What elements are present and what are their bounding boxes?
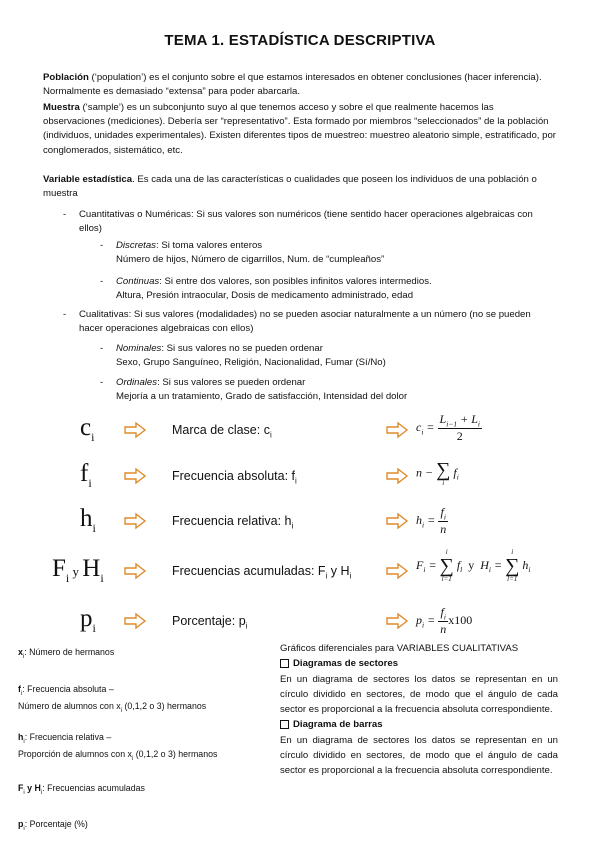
barras-title: Diagrama de barras (293, 719, 383, 731)
checkbox-icon (280, 659, 289, 668)
list-item-discretas (100, 239, 555, 267)
formula-h: $h_i$ = $\frac{f_i}{n}$ (416, 505, 447, 537)
formula-row-h (0, 503, 600, 543)
graficos-section (280, 641, 558, 779)
legend-p: $p_i$: Porcentaje (%) (18, 819, 88, 832)
label-frecuencia-relativa: Frecuencia relativa: $h_i$ (172, 514, 294, 531)
muestra-term: Muestra (43, 102, 80, 113)
list-item-cuantitativas (63, 208, 557, 236)
arrow-right-icon (386, 467, 408, 485)
symbol-h: $h_i$ (80, 505, 96, 535)
dash-bullet: - (100, 343, 104, 354)
symbol-F-H: $F_i$ y $H_i$ (52, 555, 104, 585)
muestra-text: (‘sample’) es un subconjunto suyo al que tenemos acceso y sobre el que realmente hacemos las observaciones (mediciones). Debería ser “representativo”. Esta formado por miembros “seleccionados” de la población (individuos, unidades experimentales). Existen diferentes tipos de muestreo: muestreo aleatorio simple, estratificado, por conglomerados, sistemático, etc. (43, 102, 556, 156)
symbol-p: $p_i$ (80, 605, 96, 635)
sectores-title: Diagramas de sectores (293, 658, 399, 670)
arrow-right-icon (124, 612, 146, 630)
formula-row-c (0, 412, 600, 452)
poblacion-paragraph (43, 71, 557, 99)
continuas-text: : Si entre dos valores, son posibles infinitos valores intermedios. (159, 276, 432, 287)
arrow-right-icon (124, 421, 146, 439)
formula-row-p (0, 603, 600, 643)
legend-h: $h_i$: Frecuencia relativa – Proporción de alumnos con $x_i$ (0,1,2 o 3) hermanos (18, 732, 218, 762)
list-item-ordinales (100, 376, 555, 404)
formula-row-f (0, 458, 600, 498)
arrow-right-icon (124, 512, 146, 530)
formula-row-F (0, 548, 600, 593)
muestra-paragraph (43, 101, 557, 158)
dash-bullet: - (100, 240, 104, 251)
dash-bullet: - (63, 209, 67, 220)
arrow-right-icon (386, 612, 408, 630)
list-item-continuas (100, 275, 555, 303)
label-porcentaje: Porcentaje: $p_i$ (172, 614, 248, 631)
legend-f: $f_i$: Frecuencia absoluta – Número de alumnos con $x_i$ (0,1,2 o 3) hermanos (18, 684, 207, 714)
arrow-right-icon (386, 512, 408, 530)
nominales-example: Sexo, Grupo Sanguíneo, Religión, Nacionalidad, Fumar (Sí/No) (116, 357, 386, 369)
arrow-right-icon (124, 467, 146, 485)
sectores-item (280, 656, 558, 671)
discretas-text: : Si toma valores enteros (155, 240, 263, 251)
label-frecuencia-absoluta: Frecuencia absoluta: $f_i$ (172, 469, 297, 486)
list-item-nominales (100, 342, 555, 370)
variable-paragraph (43, 173, 557, 201)
poblacion-term: Población (43, 72, 89, 83)
ordinales-example: Mejoría a un tratamiento, Grado de satisfacción, Intensidad del dolor (116, 391, 408, 403)
variable-term: Variable estadística (43, 174, 133, 185)
sectores-text: En un diagrama de sectores los datos se representan en un círculo dividido en sectores, de modo que el ángulo de cada sector es proporcional a la frecuencia absoluta correspondiente. (280, 673, 558, 716)
arrow-right-icon (124, 562, 146, 580)
ordinales-text: : Si sus valores se pueden ordenar (157, 377, 306, 388)
label-marca-clase: Marca de clase: $c_i$ (172, 423, 272, 440)
nominales-term: Nominales (116, 343, 162, 354)
label-frecuencias-acumuladas: Frecuencias acumuladas: $F_i$ y $H_i$ (172, 564, 352, 581)
formula-c: $c_i$ = $\frac{L_{i-1} + L_i}{2}$ (416, 412, 480, 444)
list-item-cualitativas (63, 308, 557, 336)
dash-bullet: - (100, 276, 104, 287)
poblacion-text: (‘population’) es el conjunto sobre el que estamos interesados en obtener conclusiones (hacer inferencia). Normalmente es demasiado “extensa” para poder abarcarla. (43, 72, 542, 98)
symbol-f: $f_i$ (80, 460, 92, 490)
arrow-right-icon (386, 421, 408, 439)
graficos-heading: Gráficos diferenciales para VARIABLES CUALITATIVAS (280, 643, 519, 654)
cuantitativas-text: Cuantitativas o Numéricas: Si sus valores son numéricos (tiene sentido hacer operaciones algebraicas con ellos) (79, 209, 533, 235)
formula-f: n − ∑ i $f_i$ (416, 459, 459, 487)
arrow-right-icon (386, 562, 408, 580)
checkbox-icon (280, 720, 289, 729)
barras-text: En un diagrama de sectores los datos se representan en un círculo dividido en sectores, de modo que el ángulo de cada sector es proporcional a la frecuencia absoluta correspondiente. (280, 734, 558, 777)
ordinales-term: Ordinales (116, 377, 158, 388)
continuas-example: Altura, Presión intraocular, Dosis de medicamento administrado, edad (116, 290, 414, 302)
discretas-term: Discretas (116, 240, 156, 251)
symbol-c: $c_i$ (80, 414, 95, 444)
cualitativas-text: Cualitativas: Si sus valores (modalidades) no se pueden asociar naturalmente a un número (no se pueden hacer operaciones algebraicas con ellos) (79, 309, 531, 335)
barras-item (280, 717, 558, 732)
legend-x: $x_i$: Número de hermanos (18, 647, 115, 660)
variable-text: . Es cada una de las características o cualidades que poseen los individuos de una población o muestra (43, 174, 537, 200)
dash-bullet: - (63, 309, 67, 320)
discretas-example: Número de hijos, Número de cigarrillos, Num. de “cumpleaños” (116, 254, 385, 266)
nominales-text: : Si sus valores no se pueden ordenar (161, 343, 323, 354)
legend-F-H: $F_i$ y $H_i$: Frecuencias acumuladas (18, 783, 145, 796)
page-title: TEMA 1. ESTADÍSTICA DESCRIPTIVA (164, 32, 436, 49)
formula-F-H: $F_i$ = i ∑ l=1 $f_l$ y $H_i$ = i ∑ l=1 $h_i$ (416, 548, 531, 583)
dash-bullet: - (100, 377, 104, 388)
formula-p: $p_i$ = $\frac{f_i}{n}$ x100 (416, 605, 473, 637)
continuas-term: Continuas (116, 276, 160, 287)
